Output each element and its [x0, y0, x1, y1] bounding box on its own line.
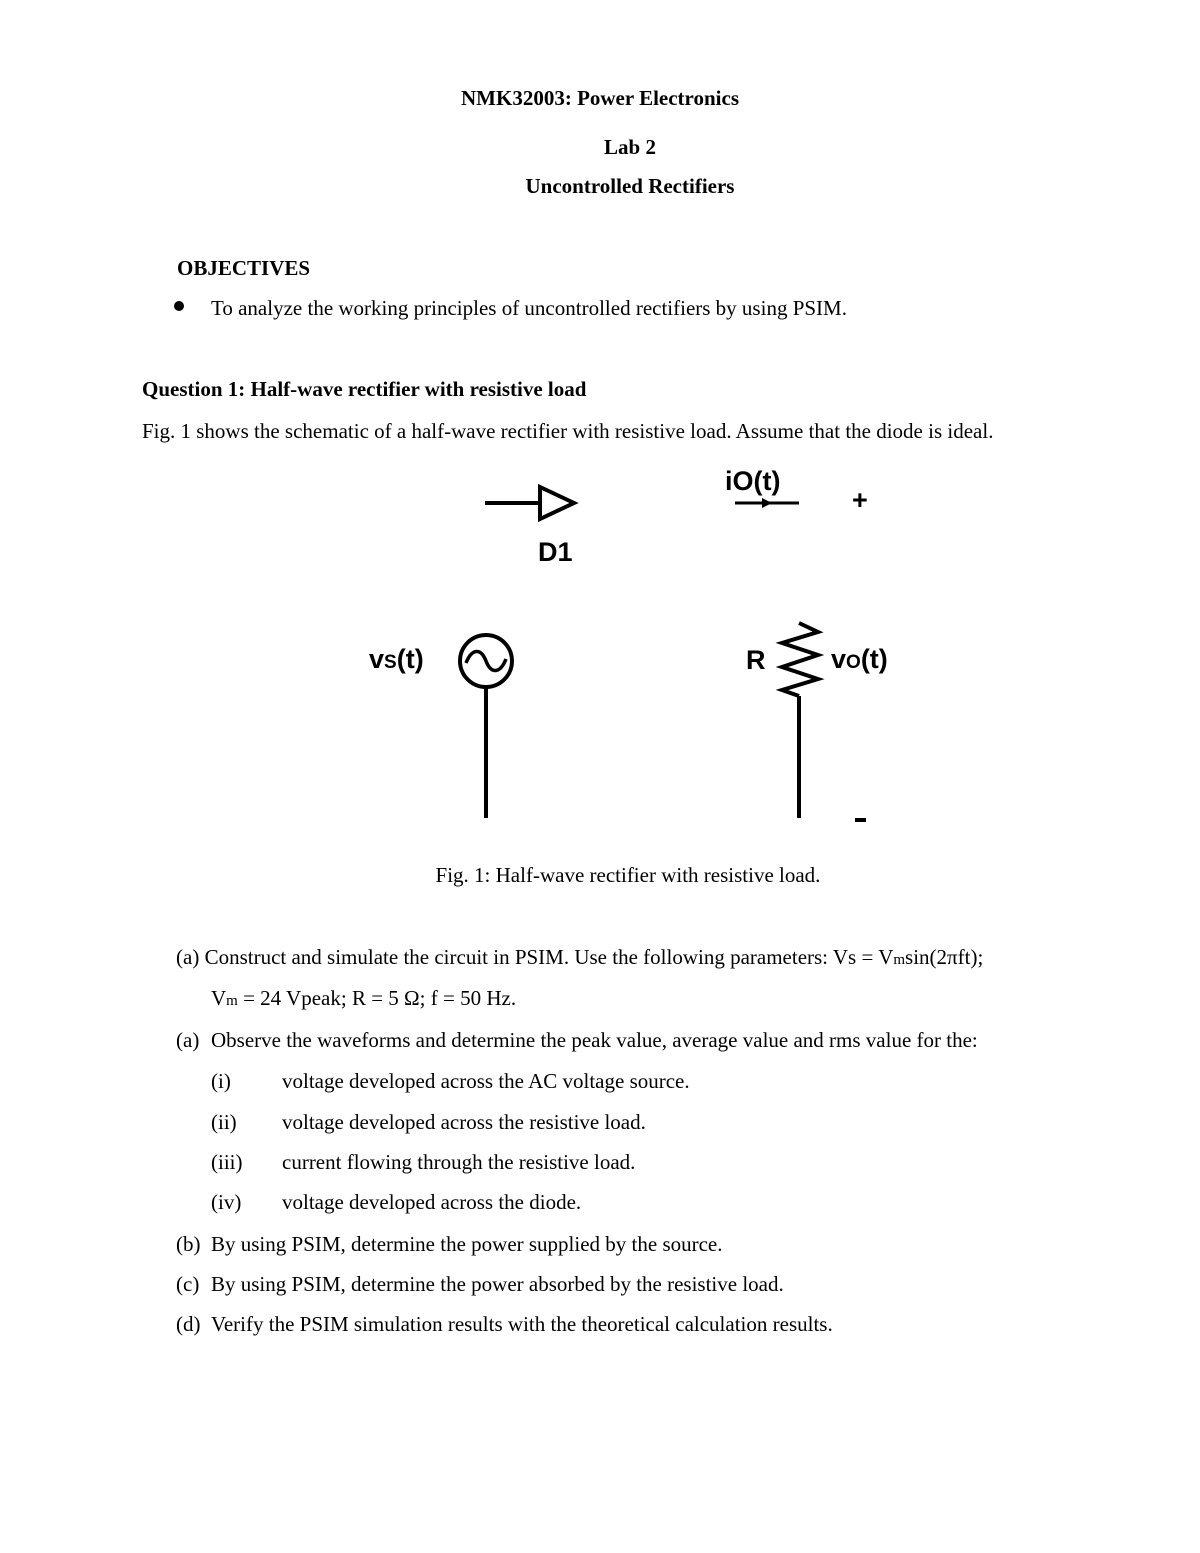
sub-item-marker: (iv): [211, 1190, 242, 1214]
sub-item-text: voltage developed across the resistive load.: [282, 1110, 646, 1134]
ac-source-symbol: [460, 635, 512, 818]
part-c-text: By using PSIM, determine the power absorbed by the resistive load.: [211, 1272, 784, 1296]
lab-number: Lab 2: [604, 135, 656, 159]
question-heading: Question 1: Half-wave rectifier with resistive load: [142, 377, 587, 401]
part-b-text: By using PSIM, determine the power supplied by the source.: [211, 1232, 723, 1256]
part-a2-marker: (a): [176, 1028, 200, 1052]
resistor-symbol: [782, 623, 818, 818]
part-b-marker: (b): [176, 1232, 201, 1256]
sub-item-marker: (i): [211, 1069, 231, 1093]
part-d-marker: (d): [176, 1312, 201, 1336]
current-arrow-icon: [735, 498, 799, 508]
source-voltage-label: vS(t): [369, 644, 424, 674]
part-a2-text: Observe the waveforms and determine the peak value, average value and rms value for the:: [211, 1028, 978, 1052]
question-intro: Fig. 1 shows the schematic of a half-wave rectifier with resistive load. Assume that the diode is ideal.: [142, 419, 994, 443]
sub-item-text: voltage developed across the AC voltage source.: [282, 1069, 690, 1093]
part-d-text: Verify the PSIM simulation results with the theoretical calculation results.: [211, 1312, 833, 1336]
resistor-label: R: [746, 645, 766, 675]
output-voltage-label: vO(t): [831, 644, 888, 674]
part-a1-params: Vm = 24 Vpeak; R = 5 Ω; f = 50 Hz.: [211, 986, 517, 1010]
objectives-heading: OBJECTIVES: [177, 256, 311, 280]
figure-caption: Fig. 1: Half-wave rectifier with resistive load.: [435, 863, 821, 887]
objective-item: To analyze the working principles of uncontrolled rectifiers by using PSIM.: [211, 296, 847, 320]
course-title: NMK32003: Power Electronics: [461, 86, 739, 110]
part-a1: (a) Construct and simulate the circuit in PSIM. Use the following parameters: Vs = Vmsin(2πft);: [176, 945, 984, 969]
part-c-marker: (c): [176, 1272, 200, 1296]
lab-topic: Uncontrolled Rectifiers: [525, 174, 735, 198]
sub-item-marker: (ii): [211, 1110, 237, 1134]
sub-item-text: current flowing through the resistive load.: [282, 1150, 636, 1174]
plus-label: +: [852, 485, 868, 515]
current-label: iO(t): [725, 466, 781, 496]
diode-label: D1: [538, 537, 573, 567]
diode-symbol: [485, 487, 574, 519]
sub-item-text: voltage developed across the diode.: [282, 1190, 582, 1214]
sub-item-marker: (iii): [211, 1150, 243, 1174]
